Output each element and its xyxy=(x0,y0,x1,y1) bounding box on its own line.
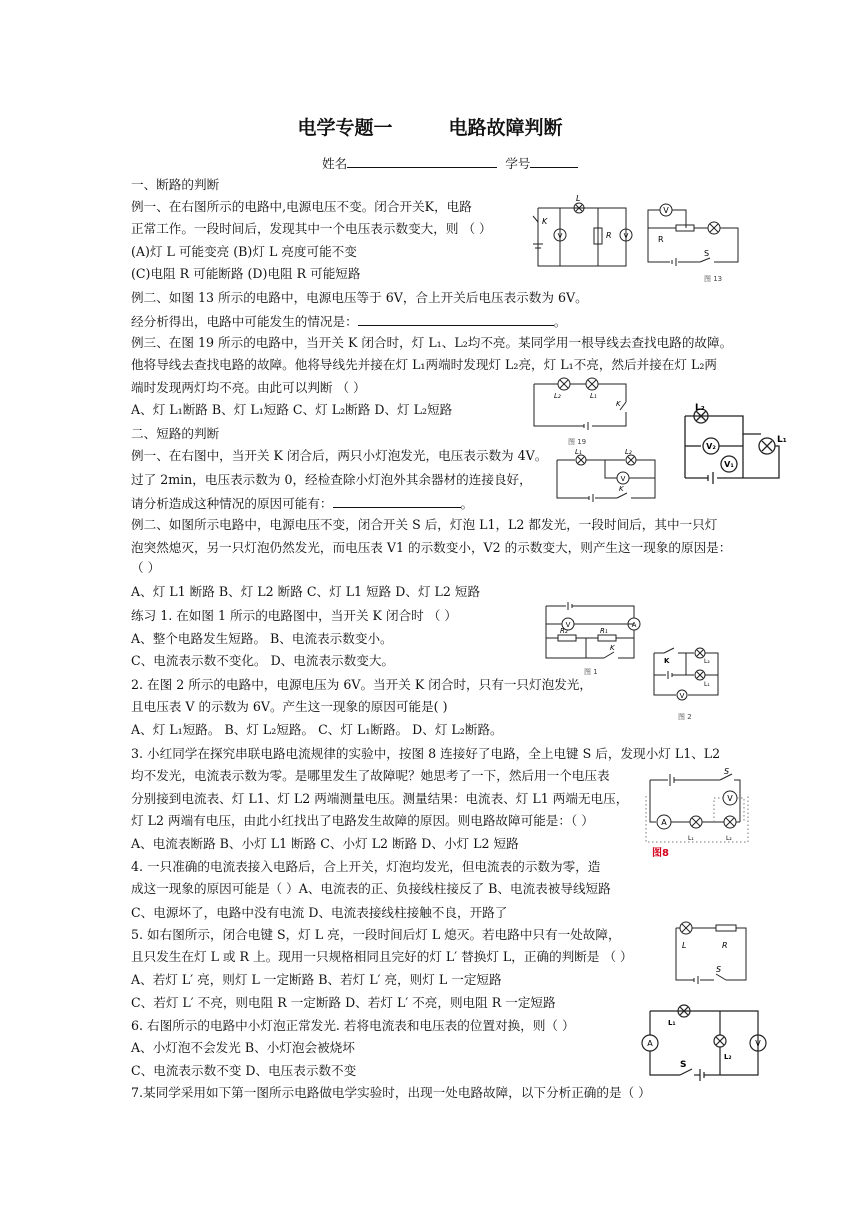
circuit-figure-8 xyxy=(640,766,752,860)
o2-end: 。 xyxy=(553,314,567,329)
p4-line-b: 成这一现象的原因可能是（ ）A、电流表的正、负接线柱接反了 B、电流表被导线短路 xyxy=(131,881,611,896)
p3-line-d: 灯 L2 两端有电压，由此小红找出了电路发生故障的原因。则电路故障可能是：（ ） xyxy=(131,813,594,828)
o2-answer-blank[interactable] xyxy=(358,313,554,326)
fig-s1-voltmeter-label: V xyxy=(620,475,626,483)
fig-p6-ammeter-label: A xyxy=(647,1039,653,1048)
fig-v-lamp1-label: L₁ xyxy=(777,435,787,445)
fig13-caption: 图 13 xyxy=(704,275,723,283)
o1-line-c: (A)灯 L 可能变亮 (B)灯 L 亮度可能不变 xyxy=(131,244,357,259)
fig2-voltmeter-label: V xyxy=(679,692,685,700)
fig-p6-switch-label: S xyxy=(680,1060,687,1070)
fig13-resistor-label: R xyxy=(658,235,664,244)
p5-line-c: A、若灯 L′ 亮，则灯 L 一定断路 B、若灯 L′ 亮，则灯 L 一定短路 xyxy=(131,972,502,987)
circuit-figure-p5 xyxy=(670,916,752,990)
fig2-lamp1-label: L₁ xyxy=(704,681,710,688)
s1-line-c xyxy=(131,495,473,512)
fig-ex1-lamp-label: L xyxy=(576,194,581,203)
o2-line-b xyxy=(131,313,566,330)
s1-line-b: 过了 2min，电压表示数为 0，经检查除小灯泡外其余器材的连接良好， xyxy=(131,472,532,487)
s2-line-a: 例二、如图所示电路中，电源电压不变，闭合开关 S 后，灯泡 L1，L2 都发光，一段时间后，其中一只灯 xyxy=(131,517,718,532)
fig-ex1-resistor-label: R xyxy=(606,231,612,240)
fig8-voltmeter-label: V xyxy=(727,794,733,803)
fig-ex1-voltmeter2-label: V xyxy=(623,232,629,240)
circuit-figure-1 xyxy=(540,598,646,678)
fig-s1-lamp1-label: L₁ xyxy=(575,448,582,456)
p6-line-a: 6. 右图所示的电路中小灯泡正常发光. 若将电流表和电压表的位置对换，则（ ） xyxy=(131,1018,575,1033)
title-part2: 电路故障判断 xyxy=(448,117,563,139)
s1-answer-blank[interactable] xyxy=(333,495,461,508)
fig8-lamp2-label: L₂ xyxy=(726,835,732,842)
s1-line-a: 例一、在右图中，当开关 K 闭合后，两只小灯泡发光，电压表示数为 4V。 xyxy=(131,448,548,463)
fig13-voltmeter-label: V xyxy=(663,206,669,215)
p4-line-a: 4. 一只准确的电流表接入电路后，合上开关，灯泡均发光，但电流表的示数为零，造 xyxy=(131,859,601,874)
circuit-figure-2 xyxy=(646,645,726,725)
p1-line-c: C、电流表示数不变化。 D、电流表示数变大。 xyxy=(131,653,395,668)
o3-line-c: 端时发现两灯均不亮。由此可以判断 （ ） xyxy=(131,380,366,395)
p3-line-b: 均不发光，电流表示数为零。是哪里发生了故障呢？她思考了一下，然后用一个电压表 xyxy=(131,768,610,783)
fig13-switch-label: S xyxy=(704,249,710,258)
fig2-lamp2-label: L₂ xyxy=(704,658,710,665)
o1-line-a: 例一、在右图所示的电路中,电源电压不变。闭合开关K，电路 xyxy=(131,199,472,214)
fig-p5-lamp-label: L xyxy=(682,941,687,950)
page-title xyxy=(0,113,860,140)
p3-line-e: A、电流表断路 B、小灯 L1 断路 C、小灯 L2 断路 D、小灯 L2 短路 xyxy=(131,836,519,851)
section-open: 一、断路的判断 xyxy=(131,177,220,192)
o1-line-b: 正常工作。一段时间后，发现其中一个电压表示数变大，则 （ ） xyxy=(131,221,492,236)
o3-line-d: A、灯 L₁断路 B、灯 L₁短路 C、灯 L₂断路 D、灯 L₂短路 xyxy=(131,402,453,417)
fig19-switch-label: K xyxy=(616,400,621,408)
fig-p6-voltmeter-label: V xyxy=(755,1039,761,1048)
p6-line-c: C、电流表示数不变 D、电压表示数不变 xyxy=(131,1063,357,1078)
name-label: 姓名 xyxy=(322,156,348,171)
fig-ex1-switch-label: K xyxy=(542,217,548,226)
circuit-figure-v1-v2 xyxy=(673,400,787,494)
p7-line-a: 7.某同学采用如下第一图所示电路做电学实验时，出现一处电路故障，以下分析正确的是（ ） xyxy=(131,1085,651,1100)
fig8-caption: 图8 xyxy=(652,848,669,859)
p1-line-a: 练习 1. 在如图 1 所示的电路图中，当开关 K 闭合时 （ ） xyxy=(131,608,457,623)
p1-line-b: A、整个电路发生短路。 B、电流表示数变小。 xyxy=(131,631,393,646)
s2-line-c: （ ） xyxy=(131,560,161,575)
fig-v-v2-label: V₂ xyxy=(706,442,716,451)
circuit-figure-ex1 xyxy=(530,192,632,274)
circuit-figure-p6 xyxy=(640,1003,774,1081)
fig1-r2-label: R₂ xyxy=(560,627,568,635)
section-short: 二、短路的判断 xyxy=(131,426,220,441)
title-part1: 电学专题一 xyxy=(297,117,393,139)
circuit-figure-19 xyxy=(528,372,638,448)
name-blank[interactable] xyxy=(347,155,497,168)
s1-text: 请分析造成这种情况的原因可能有： xyxy=(131,496,333,511)
p3-line-c: 分别接到电流表、灯 L1、灯 L2 两端测量电压。测量结果：电流表、灯 L1 两端无电压， xyxy=(131,791,629,806)
fig-p5-resistor-label: R xyxy=(722,941,728,950)
p4-line-c: C、电源坏了，电路中没有电流 D、电流表接线柱接触不良，开路了 xyxy=(131,905,508,920)
s2-line-b: 泡突然熄灭，另一只灯泡仍然发光，而电压表 V1 的示数变小，V2 的示数变大，则产生这一现象的原因是： xyxy=(131,540,732,555)
o3-line-a: 例三、在图 19 所示的电路中，当开关 K 闭合时，灯 L₁、L₂均不亮。某同学用一根导线去查找电路的故障。 xyxy=(131,335,733,350)
fig1-caption: 图 1 xyxy=(584,668,598,676)
p3-line-a: 3. 小红同学在探究串联电路电流规律的实验中，按图 8 连接好了电路，全上电键 S 后，发现小灯 L1、L2 xyxy=(131,746,721,761)
student-info xyxy=(322,155,578,172)
o2-text: 经分析得出，电路中可能发生的情况是： xyxy=(131,314,358,329)
circuit-figure-13 xyxy=(642,192,742,286)
p2-line-b: 且电压表 V 的示数为 6V。产生这一现象的原因可能是( ) xyxy=(131,699,448,714)
fig2-caption: 图 2 xyxy=(678,713,692,721)
fig-p6-lamp2-label: L₂ xyxy=(724,1053,732,1061)
fig8-switch-label: S xyxy=(724,767,730,776)
id-blank[interactable] xyxy=(530,155,578,168)
fig-v-v1-label: V₁ xyxy=(724,460,734,469)
fig19-lamp1-label: L₁ xyxy=(590,392,597,400)
o2-line-a: 例二、如图 13 所示的电路中，电源电压等于 6V，合上开关后电压表示数为 6V。 xyxy=(131,290,588,305)
o1-line-d: (C)电阻 R 可能断路 (D)电阻 R 可能短路 xyxy=(131,266,361,281)
fig-p6-lamp1-label: L₁ xyxy=(668,1019,676,1027)
fig-s1-switch-label: K xyxy=(619,485,624,493)
o3-line-b: 他将导线去查找电路的故障。他将导线先并接在灯 L₁两端时发现灯 L₂亮，灯 L₁不亮，然后并接在灯 L₂两 xyxy=(131,357,718,372)
fig-v-lamp2-label: L₂ xyxy=(695,403,705,413)
fig1-switch-label: K xyxy=(610,644,615,652)
fig1-voltmeter-label: V xyxy=(565,621,571,629)
p5-line-d: C、若灯 L′ 不亮，则电阻 R 一定断路 D、若灯 L′ 不亮，则电阻 R 一定短路 xyxy=(131,995,556,1010)
s2-line-d: A、灯 L1 断路 B、灯 L2 断路 C、灯 L1 短路 D、灯 L2 短路 xyxy=(131,584,481,599)
fig8-ammeter-label: A xyxy=(661,818,667,827)
fig19-lamp2-label: L₂ xyxy=(554,392,561,400)
p5-line-b: 且只发生在灯 L 或 R 上。现用一只规格相同且完好的灯 L′ 替换灯 L，正确的判断是 （ ） xyxy=(131,949,633,964)
p5-line-a: 5. 如右图所示，闭合电键 S，灯 L 亮，一段时间后灯 L 熄灭。若电路中只有一处故障， xyxy=(131,927,621,942)
p2-line-a: 2. 在图 2 所示的电路中，电源电压为 6V。当开关 K 闭合时，只有一只灯泡发光， xyxy=(131,677,592,692)
p6-line-b: A、小灯泡不会发光 B、小灯泡会被烧坏 xyxy=(131,1040,355,1055)
fig1-ammeter-label: A xyxy=(631,621,637,629)
fig8-lamp1-label: L₁ xyxy=(688,835,694,842)
p2-line-c: A、灯 L₁短路。 B、灯 L₂短路。 C、灯 L₁断路。 D、灯 L₂断路。 xyxy=(131,722,503,737)
fig-p5-switch-label: S xyxy=(716,965,722,974)
fig19-caption: 图 19 xyxy=(568,438,587,446)
fig1-r1-label: R₁ xyxy=(600,627,608,635)
circuit-figure-short-ex1 xyxy=(551,446,663,510)
id-label: 学号 xyxy=(505,156,531,171)
s1-end: 。 xyxy=(460,496,474,511)
fig2-switch-label: K xyxy=(664,657,670,665)
fig-s1-lamp2-label: L₂ xyxy=(625,448,632,456)
fig-ex1-voltmeter1-label: V xyxy=(557,232,563,240)
